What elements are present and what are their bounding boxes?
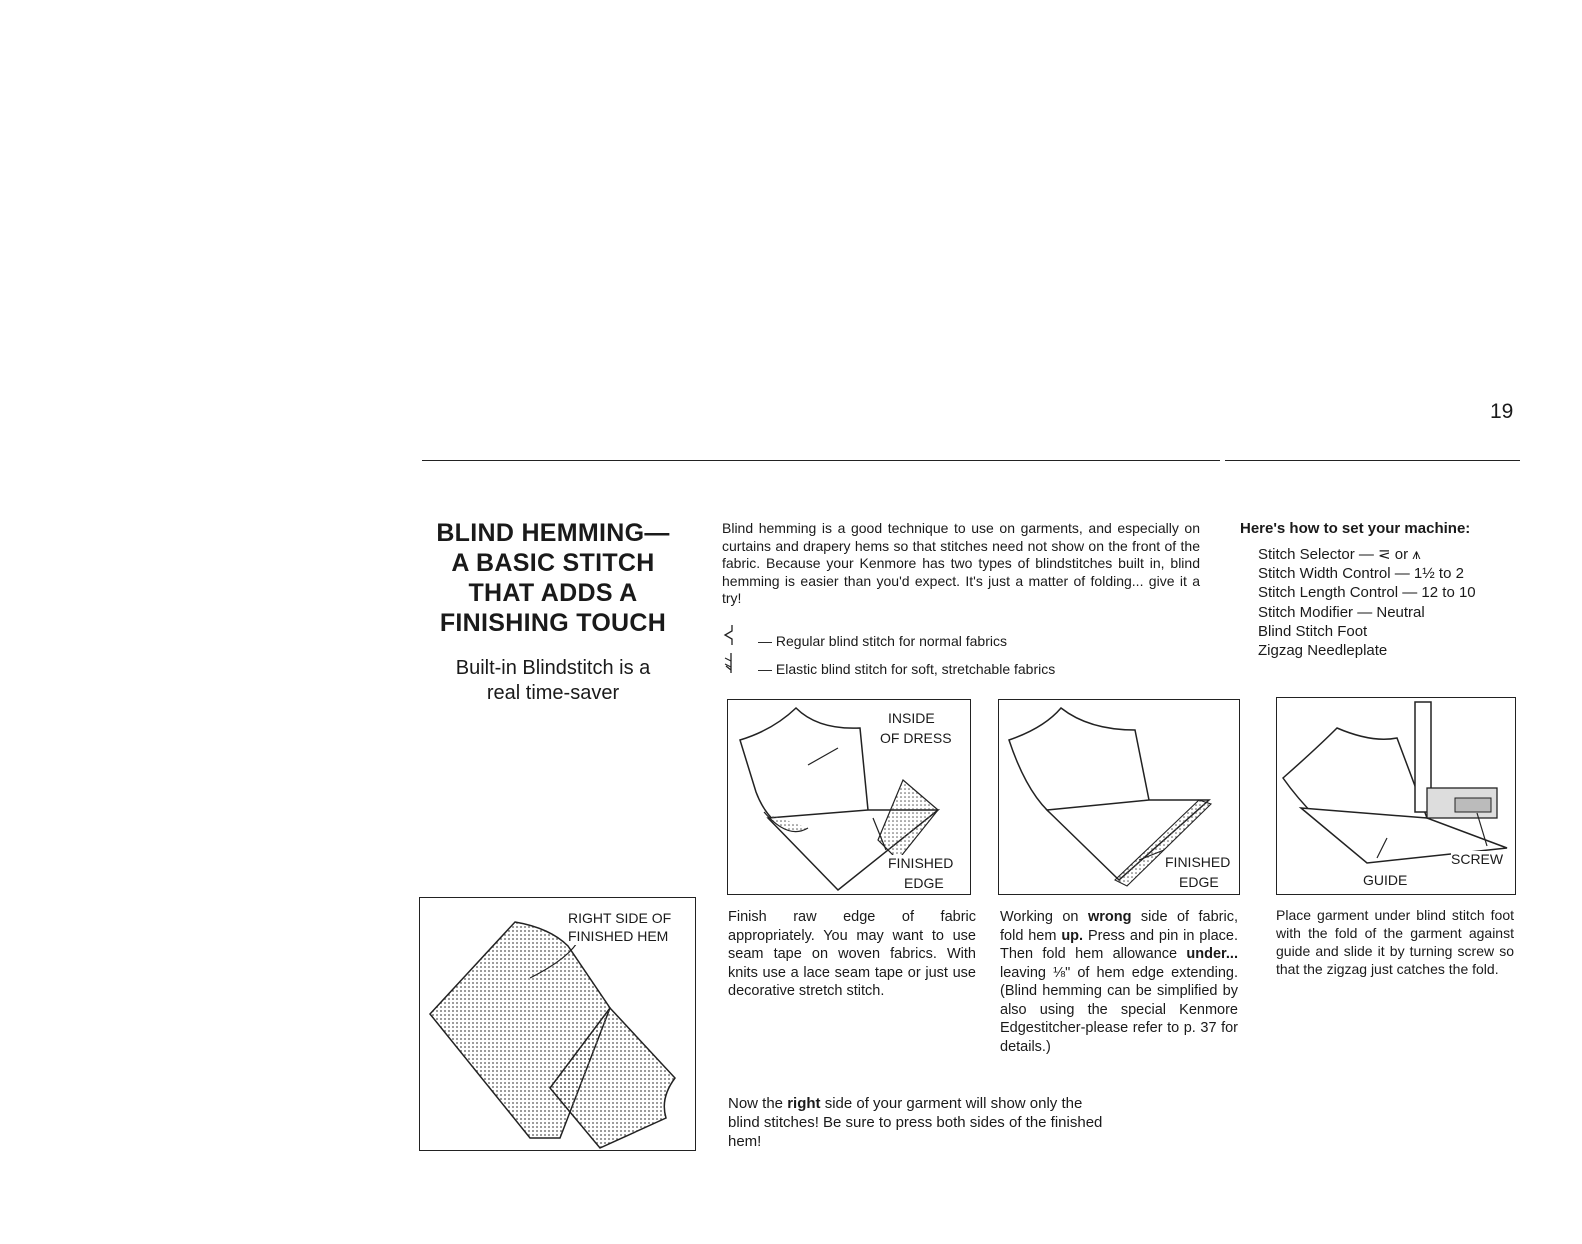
figure-label: SCREW [1451,851,1504,867]
title-line: THAT ADDS A [468,579,638,607]
subtitle-line: Built-in Blindstitch is a [455,657,651,679]
regular-blind-stitch-icon [722,624,758,651]
stitch-type-elastic [722,652,1055,679]
setting-item: Stitch Length Control — 12 to 10 [1258,584,1476,602]
title-line: A BASIC STITCH [451,549,655,577]
setting-item: Stitch Width Control — 1½ to 2 [1258,565,1464,583]
setting-item: Blind Stitch Foot [1258,622,1368,640]
figure-label: OF DRESS [880,730,952,746]
figure-label: FINISHED [1165,854,1231,870]
caption-step-3: Place garment under blind stitch foot with the fold of the garment against guide and slide it by turning screw so that the zigzag just catches the fold. [1276,907,1514,977]
figure-right-side [419,897,696,1151]
section-title [418,518,688,638]
title-line: BLIND HEMMING— [436,519,670,547]
page-number: 19 [1490,400,1514,423]
figure-label: RIGHT SIDE OF [568,910,672,926]
title-line: FINISHING TOUCH [439,609,667,637]
figure-label: FINISHED [888,855,954,871]
figure-fold-hem [998,699,1240,895]
intro-paragraph: Blind hemming is a good technique to use on garments, and especially on curtains and drapery hems so that stitches need not show on the front of the fabric. Because your Kenmore has two types of blindstitches built in, blind hemming is easier than you'd expect. It's just a matter of folding... give it a try! [722,520,1200,606]
closing-paragraph: Now the right side of your garment will show only the blind stitches! Be sure to press both sides of the finished hem! [728,1095,1103,1150]
subtitle-line: real time-saver [486,682,620,704]
stitch-type-label: — Elastic blind stitch for soft, stretchable fabrics [758,661,1056,677]
stitch-type-regular [722,624,1007,651]
section-subtitle [418,656,688,706]
settings-list [1258,545,1476,660]
figure-finish-edge [727,699,971,895]
figure-label: EDGE [1179,874,1219,890]
header-rule-right [1225,460,1520,461]
figure-label: FINISHED HEM [568,928,669,944]
setting-item: Stitch Selector — ⋜ or ⩚ [1258,546,1421,563]
elastic-blind-stitch-icon [722,652,758,679]
figure-label: GUIDE [1363,872,1408,888]
figure-guide-screw [1276,697,1516,895]
caption-step-1: Finish raw edge of fabric appropriately. You may want to use seam tape on woven fabrics. With knits use a lace seam tape or just use decorative stretch stitch. [728,909,976,999]
setting-item: Stitch Modifier — Neutral [1258,603,1425,621]
caption-step-2: Working on wrong side of fabric, fold hem up. Press and pin in place. Then fold hem allowance under... leaving ⅛" of hem edge extending. (Blind hemming can be simplified by also using the special Kenmore Edgestitcher-please refer to p. 37 for details.) [1000,909,1238,1055]
figure-label: INSIDE [888,710,935,726]
setting-item: Zigzag Needleplate [1258,642,1388,660]
stitch-type-label: — Regular blind stitch for normal fabrics [758,633,1007,649]
header-rule [422,460,1220,461]
settings-heading: Here's how to set your machine: [1240,520,1471,537]
figure-label: EDGE [904,875,944,891]
